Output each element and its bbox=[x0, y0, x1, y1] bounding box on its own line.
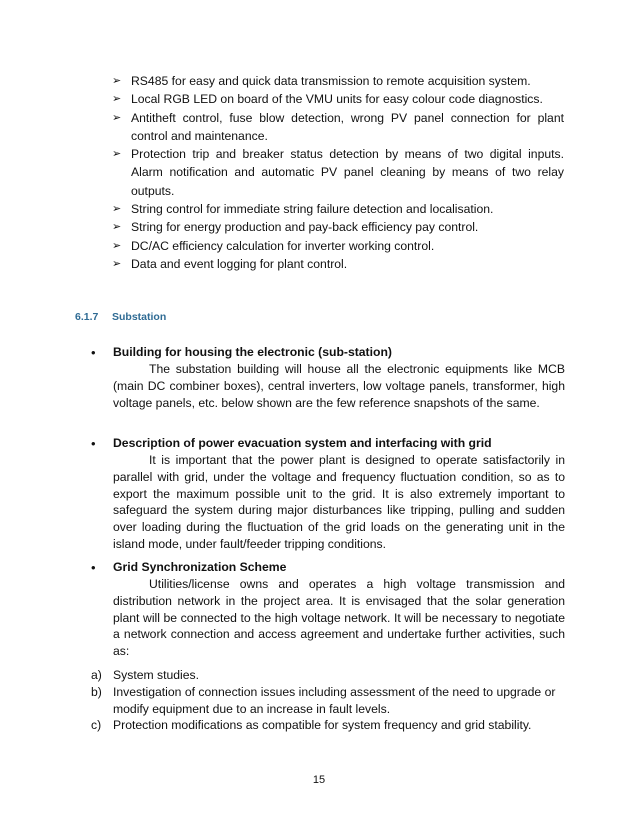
list-letter: b) bbox=[91, 684, 102, 699]
bullet-body: Utilities/license owns and operates a high voltage transmission and distribution network in the project area. It is envisaged that the solar generation plant will be connected to the high voltage network. It will be necessary to negotiate a network connection and access agreement and undertake further activities, such as: bbox=[113, 577, 565, 659]
arrow-item-text: RS485 for easy and quick data transmission to remote acquisition system. bbox=[131, 74, 531, 88]
arrow-list-item bbox=[112, 237, 564, 255]
list-item-text: System studies. bbox=[113, 668, 200, 682]
arrow-list-item bbox=[112, 145, 564, 200]
arrow-list-item bbox=[112, 255, 564, 273]
bullet-dot-icon: • bbox=[91, 560, 96, 575]
arrow-bullet-icon: ➢ bbox=[112, 239, 122, 252]
section-title: Substation bbox=[112, 311, 167, 323]
arrow-item-text: Protection trip and breaker status detection by means of two digital inputs. Alarm notification and automatic PV panel cleaning by means of two relay outputs. bbox=[131, 147, 564, 198]
bullet-dot-icon: • bbox=[91, 436, 96, 451]
feature-arrow-list bbox=[112, 72, 564, 273]
arrow-list-item bbox=[112, 109, 564, 146]
list-letter: a) bbox=[91, 668, 102, 682]
arrow-item-text: String for energy production and pay-back efficiency pay control. bbox=[131, 220, 479, 235]
bullet-body: The substation building will house all the electronic equipments like MCB (main DC combiner boxes), central inverters, low voltage panels, transformer, high voltage panels, etc. below shown are the few reference snapshots of the same. bbox=[113, 362, 565, 410]
arrow-bullet-icon: ➢ bbox=[112, 221, 122, 234]
arrow-item-text: String control for immediate string failure detection and localisation. bbox=[131, 202, 494, 217]
lettered-list-item bbox=[91, 667, 565, 684]
arrow-list-item bbox=[112, 218, 564, 236]
bullet-title: Grid Synchronization Scheme bbox=[113, 560, 287, 574]
arrow-item-text: DC/AC efficiency calculation for inverter working control. bbox=[131, 238, 435, 253]
list-item-text: Investigation of connection issues including assessment of the need to upgrade or modify equipment due to an increase in fault levels. bbox=[113, 684, 556, 716]
arrow-list-item bbox=[112, 90, 564, 108]
arrow-bullet-icon: ➢ bbox=[112, 148, 122, 161]
bullet-block-substation-building bbox=[91, 344, 565, 424]
section-heading bbox=[75, 311, 166, 323]
list-letter: c) bbox=[91, 718, 102, 733]
bullet-block-power-evacuation bbox=[91, 435, 565, 565]
arrow-item-text: Local RGB LED on board of the VMU units for easy colour code diagnostics. bbox=[131, 92, 543, 107]
page-number: 15 bbox=[312, 774, 326, 786]
arrow-bullet-icon: ➢ bbox=[112, 111, 122, 124]
arrow-bullet-icon: ➢ bbox=[112, 93, 122, 106]
arrow-item-text: Data and event logging for plant control. bbox=[131, 256, 348, 271]
lettered-list-item bbox=[91, 717, 565, 734]
arrow-bullet-icon: ➢ bbox=[112, 75, 122, 87]
section-number: 6.1.7 bbox=[75, 311, 99, 323]
lettered-list bbox=[91, 667, 565, 734]
bullet-block-grid-synchronization bbox=[91, 559, 565, 672]
arrow-bullet-icon: ➢ bbox=[112, 203, 122, 216]
bullet-title: Building for housing the electronic (sub-station) bbox=[113, 345, 392, 359]
bullet-body: It is important that the power plant is designed to operate satisfactorily in parallel with grid, under the voltage and frequency fluctuation condition, so as to export the maximum possible unit to the grid. It is also extremely important to safeguard the system during major disturbances like tripping, pulling and sudden over loading during the fluctuation of the grid loads on the generating unit in the island mode, under fault/feeder tripping conditions. bbox=[113, 453, 565, 551]
arrow-list-item bbox=[112, 72, 564, 90]
bullet-title: Description of power evacuation system and interfacing with grid bbox=[113, 436, 492, 450]
arrow-list-item bbox=[112, 200, 564, 218]
arrow-item-text: Antitheft control, fuse blow detection, wrong PV panel connection for plant control and maintenance. bbox=[131, 110, 564, 143]
bullet-dot-icon: • bbox=[91, 345, 96, 360]
list-item-text: Protection modifications as compatible for system frequency and grid stability. bbox=[113, 718, 532, 733]
arrow-bullet-icon: ➢ bbox=[112, 257, 122, 270]
lettered-list-item bbox=[91, 684, 565, 718]
